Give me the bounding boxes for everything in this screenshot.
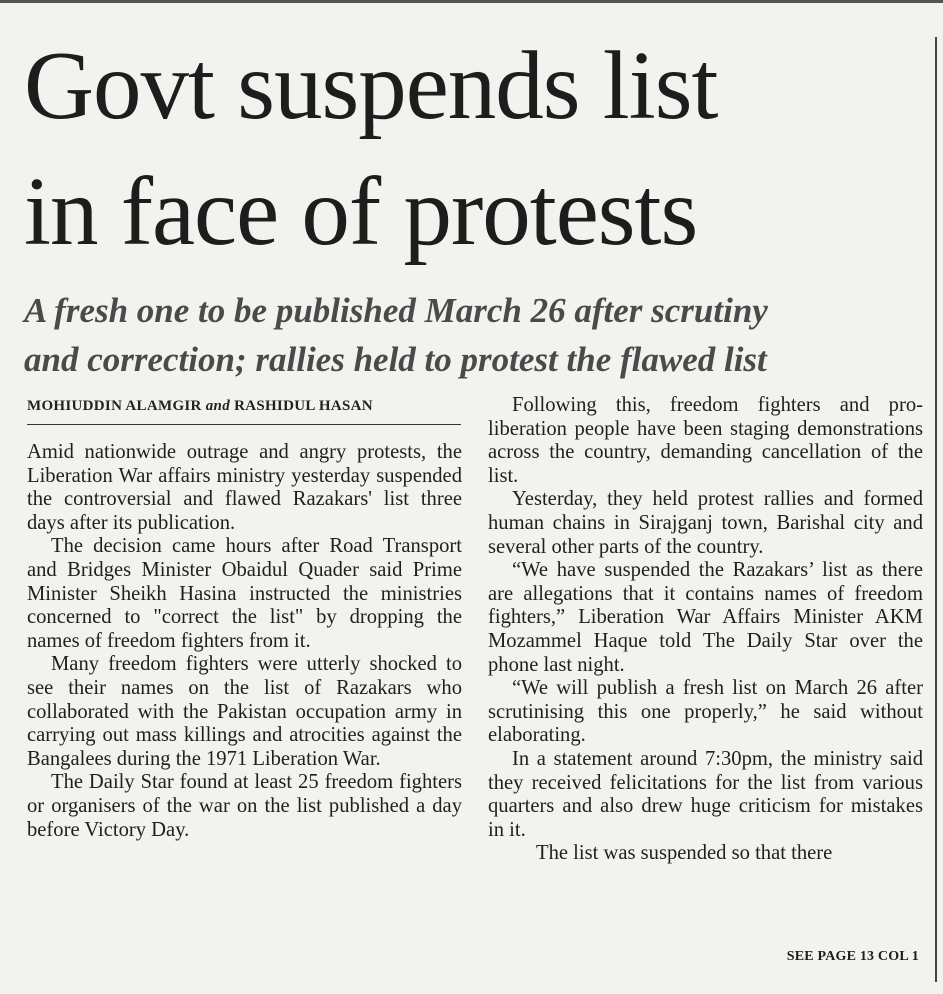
paragraph: The list was suspended so that there xyxy=(536,842,833,865)
paragraph: Amid nationwide outrage and angry protests, the Liberation War affairs ministry yesterday suspended the controversial and flawed Razakars' list three days after its publication. xyxy=(27,441,462,534)
paragraph: The decision came hours after Road Transport and Bridges Minister Obaidul Quader said Prime Minister Sheikh Hasina instructed the ministries concerned to "correct the list" by dropping the names of freedom fighters from it. xyxy=(27,535,462,652)
headline xyxy=(24,23,924,275)
subheadline-line-1: A fresh one to be published March 26 after scrutiny xyxy=(24,291,768,330)
continuation-note: SEE PAGE 13 COL 1 xyxy=(786,949,919,964)
paragraph: Yesterday, they held protest rallies and formed human chains in Sirajganj town, Barishal city and several other parts of the country. xyxy=(488,488,923,558)
headline-line-2: in face of protests xyxy=(24,158,698,266)
subheadline xyxy=(24,286,929,384)
article-column-1 xyxy=(27,441,462,842)
headline-line-1: Govt suspends list xyxy=(24,32,718,139)
byline xyxy=(27,398,462,415)
paragraph: Following this, freedom fighters and pro-liberation people have been staging demonstrations across the country, demanding cancellation of the list. xyxy=(488,394,923,487)
byline-conjunction: and xyxy=(205,398,230,414)
byline-rule xyxy=(27,424,461,425)
paragraph: “We have suspended the Razakars’ list as there are allegations that it contains names of freedom fighters,” Liberation War Affairs Minister AKM Mozammel Haque told The Daily Star over the phone last night. xyxy=(488,559,923,676)
paragraph: “We will publish a fresh list on March 26 after scrutinising this one properly,” he said without elaborating. xyxy=(488,677,923,747)
paragraph: Many freedom fighters were utterly shocked to see their names on the list of Razakars who collaborated with the Pakistan occupation army in carrying out mass killings and atrocities against the Bangalees during the 1971 Liberation War. xyxy=(27,653,462,770)
article-column-2 xyxy=(488,394,923,866)
paragraph: In a statement around 7:30pm, the ministry said they received felicitations for the list from various quarters and also drew huge criticism for mistakes in it. xyxy=(488,747,923,841)
byline-author-1: MOHIUDDIN ALAMGIR xyxy=(27,398,202,414)
byline-author-2: RASHIDUL HASAN xyxy=(234,398,373,414)
paragraph: The Daily Star found at least 25 freedom fighters or organisers of the war on the list published a day before Victory Day. xyxy=(27,771,462,841)
subheadline-line-2: and correction; rallies held to protest the flawed list xyxy=(24,340,767,379)
column-divider xyxy=(935,37,937,982)
